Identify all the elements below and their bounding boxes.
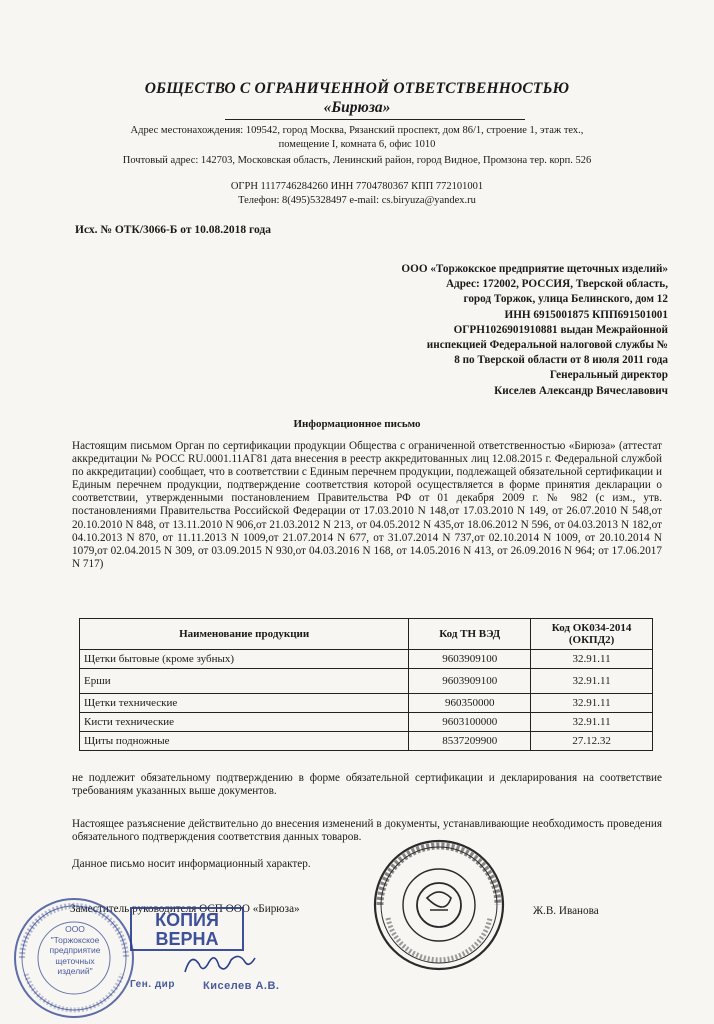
- table-row: [80, 650, 653, 669]
- recipient-line: Киселев Александр Вячеславович: [494, 384, 668, 397]
- tn-ved-code: 960350000: [409, 694, 531, 713]
- handwritten-position: Ген. дир: [130, 979, 175, 990]
- product-name: Щетки бытовые (кроме зубных): [80, 650, 409, 669]
- recipient-line: Генеральный директор: [549, 369, 668, 382]
- seal-line: изделий": [57, 966, 93, 976]
- signatory-title: Заместитель руководителя ОСП ООО «Бирюза»: [70, 903, 300, 915]
- product-name: Щетки технические: [80, 694, 409, 713]
- recipient-line: инспекцией Федеральной налоговой службы №: [426, 339, 668, 352]
- company-title: ОБЩЕСТВО С ОГРАНИЧЕННОЙ ОТВЕТСТВЕННОСТЬЮ: [144, 80, 570, 97]
- header-divider: [225, 119, 525, 120]
- table-row: [80, 732, 653, 751]
- recipient-block: [308, 262, 668, 399]
- recipient-line: город Торжок, улица Белинского, дом 12: [463, 293, 668, 306]
- company-round-seal: [372, 838, 506, 972]
- paragraph-main: Настоящим письмом Орган по сертификации продукции Общества с ограниченной ответственностью «Бирюза» (аттестат аккредитации № РОСС RU.0001.11АГ81 дата внесения в реестр аккредитованных лиц 12.08.2015 г. Федеральной службой по аккредитации) сообщает, что в соответствии с Единым перечнем продукции, подлежащей обязательной сертификации и Единым перечнем продукции, подтверждение соответствия которой осуществляется в форме принятия декларации о соответствии, утвержденными постановлением Правительства РФ от 01 декабря 2009 г. № 982 (с изм., утв. постановлениями Правительства Российской Федерации от 17.03.2010 N 148,от 17.03.2010 N 149, от 26.07.2010 N 548,от 20.10.2010 N 848, от 13.11.2010 N 906,от 21.03.2012 N 213, от 04.05.2012 N 435,от 18.06.2012 N 596, от 04.03.2013 N 182,от 04.10.2013 N 870, от 11.11.2013 N 1009,от 21.07.2014 N 677, от 31.07.2014 N 737,от 02.10.2014 N 1009, от 20.10.2014 N 1079,от 02.04.2015 N 309, от 03.09.2015 N 930,от 04.03.2016 N 168, от 14.05.2016 N 413, от 26.09.2016 N 964; от 17.06.2017 N 717): [72, 440, 662, 570]
- column-header: Код ОК034-2014 (ОКПД2): [531, 619, 653, 650]
- recipient-line: ООО «Торжокское предприятие щеточных изделий»: [401, 263, 668, 275]
- okpd2-code: 32.91.11: [531, 713, 653, 732]
- recipient-line: ОГРН1026901910881 выдан Межрайонной: [453, 323, 668, 336]
- copy-verified-stamp: [130, 907, 244, 951]
- recipient-seal-text: [38, 924, 112, 977]
- okpd2-code: 27.12.32: [531, 732, 653, 751]
- handwritten-signature: [180, 950, 270, 980]
- okpd2-code: 32.91.11: [531, 650, 653, 669]
- paragraph-informational: Данное письмо носит информационный характер.: [72, 858, 311, 870]
- contacts: Телефон: 8(495)5328497 e-mail: cs.biryuza@yandex.ru: [238, 195, 476, 206]
- company-name: «Бирюза»: [323, 99, 391, 116]
- signatory-name: Ж.В. Иванова: [533, 905, 599, 917]
- address-line-1: Адрес местонахождения: 109542, город Москва, Рязанский проспект, дом 86/1, строение 1, этаж тех.,: [130, 125, 584, 136]
- tn-ved-code: 9603100000: [409, 713, 531, 732]
- copy-stamp-line: КОПИЯ: [155, 910, 219, 930]
- tn-ved-code: 9603909100: [409, 669, 531, 694]
- table-row: [80, 694, 653, 713]
- products-table: [79, 618, 653, 751]
- table-header-row: [80, 619, 653, 650]
- registration-numbers: ОГРН 1117746284260 ИНН 7704780367 КПП 772101001: [230, 181, 484, 192]
- okpd2-code: 32.91.11: [531, 694, 653, 713]
- product-name: Кисти технические: [80, 713, 409, 732]
- product-name: Щиты подножные: [80, 732, 409, 751]
- postal-address: Почтовый адрес: 142703, Московская область, Ленинский район, город Видное, Промзона тер. корп. 526: [122, 155, 592, 166]
- handwritten-name: Киселев А.В.: [203, 980, 280, 992]
- seal-line: ООО: [65, 924, 85, 934]
- seal-line: "Торжокское: [50, 934, 100, 945]
- seal-line: предприятие: [49, 945, 101, 955]
- outgoing-reference: Исх. № ОТК/3066-Б от 10.08.2018 года: [75, 224, 271, 236]
- table-row: [80, 669, 653, 694]
- okpd2-code: 32.91.11: [531, 669, 653, 694]
- table-row: [80, 713, 653, 732]
- paragraph-exemption: не подлежит обязательному подтверждению в форме обязательной сертификации и декларирования на соответствие требованиям указанных выше документов.: [72, 772, 662, 798]
- tn-ved-code: 9603909100: [409, 650, 531, 669]
- recipient-line: ИНН 6915001875 КПП691501001: [504, 308, 668, 321]
- column-header: Наименование продукции: [80, 619, 409, 650]
- product-name: Ерши: [80, 669, 409, 694]
- column-header: Код ТН ВЭД: [409, 619, 531, 650]
- recipient-line: Адрес: 172002, РОССИЯ, Тверской область,: [445, 278, 668, 291]
- address-line-2: помещение I, комната 6, офис 1010: [278, 139, 436, 150]
- copy-stamp-line: ВЕРНА: [155, 929, 219, 949]
- recipient-line: 8 по Тверской области от 8 июля 2011 года: [454, 354, 668, 367]
- paragraph-validity: Настоящее разъяснение действительно до внесения изменений в документы, устанавливающие необходимость проведения обязательного подтверждения соответствия данных товаров.: [72, 818, 662, 844]
- letter-heading: Информационное письмо: [293, 418, 421, 430]
- tn-ved-code: 8537209900: [409, 732, 531, 751]
- seal-line: щеточных: [55, 955, 95, 966]
